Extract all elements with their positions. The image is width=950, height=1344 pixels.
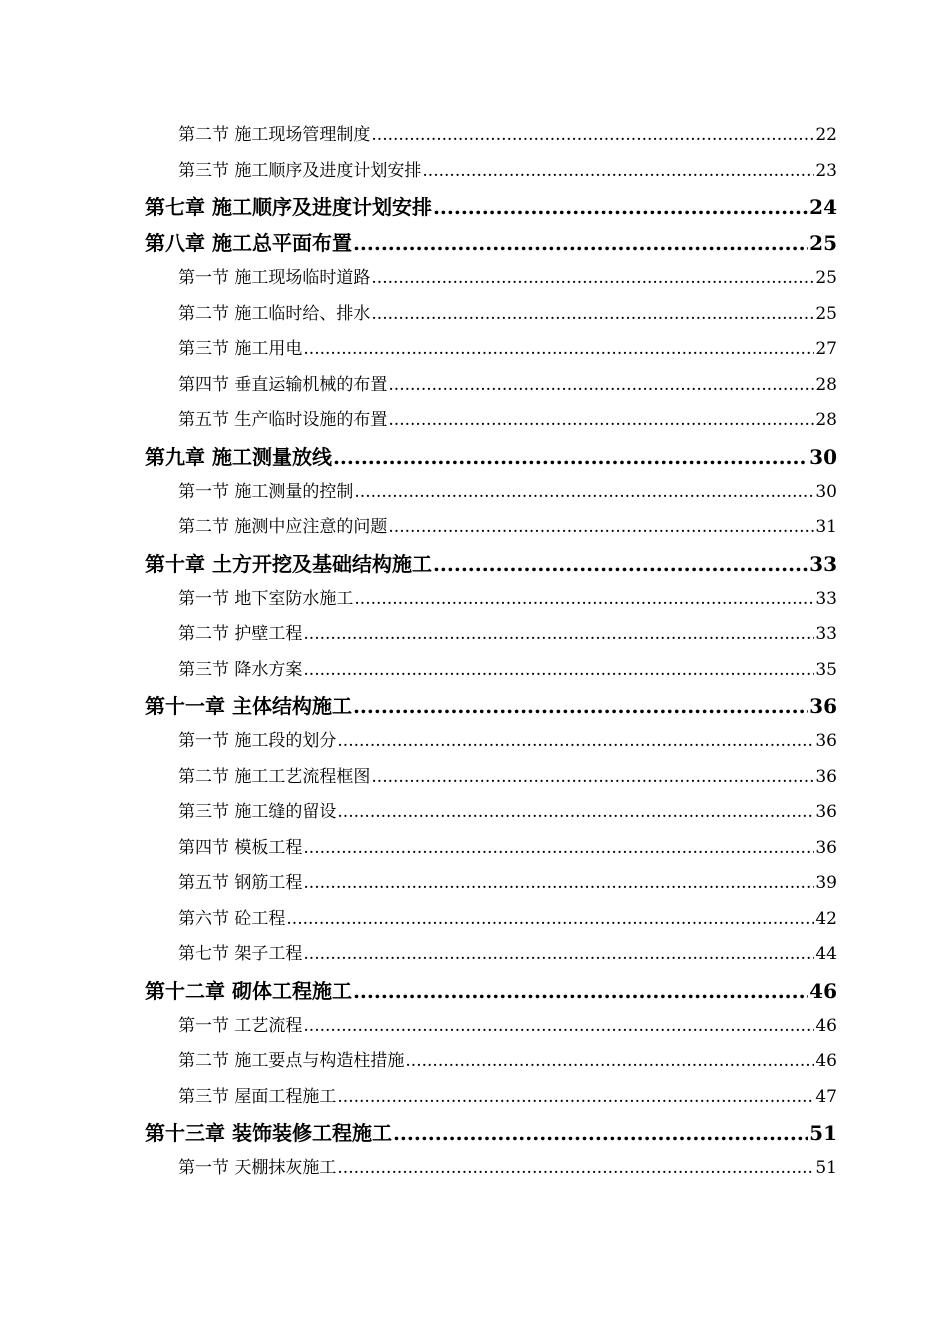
toc-entry-page-number: 22 <box>815 125 837 145</box>
toc-section-entry[interactable] <box>145 1080 837 1116</box>
toc-section-entry[interactable] <box>145 902 837 938</box>
toc-entry-page-number: 42 <box>815 908 837 929</box>
toc-entry-title: 第十二章 砌体工程施工 <box>145 978 352 1003</box>
dot-leader <box>433 189 808 225</box>
toc-entry-title: 第十一章 主体结构施工 <box>145 694 352 718</box>
toc-entry-title: 第十三章 装饰装修工程施工 <box>145 1121 392 1145</box>
dot-leader <box>422 154 814 190</box>
toc-entry-page-number: 30 <box>815 481 837 502</box>
toc-section-entry[interactable] <box>145 831 837 867</box>
toc-chapter-entry[interactable] <box>145 546 837 582</box>
toc-entry-title: 第二节 施工要点与构造柱措施 <box>178 1051 405 1071</box>
dot-leader <box>303 831 814 867</box>
dot-leader <box>371 261 814 297</box>
toc-entry-title: 第七节 架子工程 <box>178 944 303 964</box>
toc-entry-title: 第二节 护壁工程 <box>178 624 303 644</box>
dot-leader <box>333 439 808 475</box>
toc-entry-page-number: 36 <box>815 731 837 751</box>
toc-entry-page-number: 51 <box>815 1158 837 1178</box>
toc-section-entry[interactable] <box>145 332 837 368</box>
toc-entry-page-number: 46 <box>815 1051 837 1071</box>
toc-entry-title: 第四节 垂直运输机械的布置 <box>178 374 388 395</box>
toc-section-entry[interactable] <box>145 403 837 439</box>
toc-section-entry[interactable] <box>145 475 837 511</box>
toc-entry-page-number: 47 <box>815 1086 837 1107</box>
dot-leader <box>433 546 808 582</box>
toc-entry-page-number: 28 <box>815 410 837 430</box>
table-of-contents <box>145 118 837 1187</box>
toc-entry-page-number: 36 <box>815 837 837 858</box>
dot-leader <box>303 866 814 902</box>
toc-entry-page-number: 46 <box>809 978 837 1003</box>
dot-leader <box>388 368 814 404</box>
toc-entry-title: 第一节 地下室防水施工 <box>178 588 354 609</box>
toc-entry-title: 第二节 施测中应注意的问题 <box>178 517 388 537</box>
toc-entry-title: 第一节 施工段的划分 <box>178 731 337 751</box>
toc-entry-page-number: 51 <box>809 1121 837 1145</box>
toc-entry-page-number: 33 <box>815 624 837 644</box>
toc-entry-page-number: 31 <box>815 517 837 537</box>
dot-leader <box>354 475 814 511</box>
toc-entry-title: 第一节 天棚抹灰施工 <box>178 1158 337 1178</box>
toc-entry-page-number: 23 <box>815 160 837 181</box>
toc-entry-title: 第三节 降水方案 <box>178 659 303 680</box>
toc-chapter-entry[interactable] <box>145 189 837 225</box>
toc-entry-title: 第二节 施工现场管理制度 <box>178 125 371 145</box>
dot-leader <box>353 225 808 261</box>
toc-entry-page-number: 25 <box>815 303 837 324</box>
toc-entry-page-number: 36 <box>809 694 837 718</box>
toc-entry-title: 第九章 施工测量放线 <box>145 444 332 469</box>
toc-entry-title: 第二节 施工工艺流程框图 <box>178 766 371 787</box>
dot-leader <box>303 1009 814 1045</box>
toc-section-entry[interactable] <box>145 1044 837 1080</box>
toc-section-entry[interactable] <box>145 724 837 760</box>
dot-leader <box>388 403 814 439</box>
toc-entry-title: 第五节 生产临时设施的布置 <box>178 410 388 430</box>
toc-entry-page-number: 33 <box>809 551 837 576</box>
toc-entry-title: 第三节 屋面工程施工 <box>178 1086 337 1107</box>
toc-section-entry[interactable] <box>145 582 837 618</box>
toc-section-entry[interactable] <box>145 937 837 973</box>
toc-chapter-entry[interactable] <box>145 1115 837 1151</box>
toc-entry-title: 第六节 砼工程 <box>178 908 286 929</box>
toc-section-entry[interactable] <box>145 368 837 404</box>
toc-entry-title: 第三节 施工用电 <box>178 339 303 359</box>
toc-entry-page-number: 44 <box>815 944 837 964</box>
dot-leader <box>286 902 814 938</box>
toc-section-entry[interactable] <box>145 510 837 546</box>
dot-leader <box>303 653 814 689</box>
dot-leader <box>353 688 808 724</box>
toc-entry-title: 第一节 施工现场临时道路 <box>178 268 371 288</box>
dot-leader <box>371 118 814 154</box>
toc-section-entry[interactable] <box>145 297 837 333</box>
toc-entry-page-number: 35 <box>815 659 837 680</box>
dot-leader <box>303 937 814 973</box>
toc-chapter-entry[interactable] <box>145 439 837 475</box>
toc-entry-title: 第四节 模板工程 <box>178 837 303 858</box>
toc-entry-title: 第一节 施工测量的控制 <box>178 481 354 502</box>
toc-chapter-entry[interactable] <box>145 225 837 261</box>
dot-leader <box>337 1080 814 1116</box>
toc-entry-page-number: 25 <box>815 268 837 288</box>
dot-leader <box>353 973 808 1009</box>
toc-entry-title: 第三节 施工缝的留设 <box>178 802 337 822</box>
toc-entry-title: 第二节 施工临时给、排水 <box>178 303 371 324</box>
dot-leader <box>337 724 814 760</box>
toc-entry-title: 第五节 钢筋工程 <box>178 873 303 893</box>
toc-entry-page-number: 24 <box>809 195 837 219</box>
toc-entry-page-number: 36 <box>815 802 837 822</box>
toc-section-entry[interactable] <box>145 617 837 653</box>
toc-entry-page-number: 39 <box>815 873 837 893</box>
toc-section-entry[interactable] <box>145 154 837 190</box>
toc-section-entry[interactable] <box>145 653 837 689</box>
toc-section-entry[interactable] <box>145 1151 837 1187</box>
toc-entry-page-number: 27 <box>815 339 837 359</box>
toc-section-entry[interactable] <box>145 795 837 831</box>
toc-entry-page-number: 28 <box>815 374 837 395</box>
toc-entry-page-number: 30 <box>809 444 837 469</box>
toc-section-entry[interactable] <box>145 760 837 796</box>
toc-chapter-entry[interactable] <box>145 688 837 724</box>
toc-section-entry[interactable] <box>145 866 837 902</box>
toc-entry-title: 第三节 施工顺序及进度计划安排 <box>178 160 422 181</box>
dot-leader <box>393 1115 808 1151</box>
toc-section-entry[interactable] <box>145 118 837 154</box>
toc-section-entry[interactable] <box>145 1009 837 1045</box>
dot-leader <box>337 1151 814 1187</box>
toc-chapter-entry[interactable] <box>145 973 837 1009</box>
toc-entry-title: 第七章 施工顺序及进度计划安排 <box>145 195 432 219</box>
dot-leader <box>388 510 814 546</box>
toc-entry-title: 第十章 土方开挖及基础结构施工 <box>145 551 432 576</box>
toc-entry-page-number: 25 <box>809 231 837 255</box>
toc-entry-page-number: 36 <box>815 766 837 787</box>
toc-entry-page-number: 33 <box>815 588 837 609</box>
dot-leader <box>371 760 814 796</box>
dot-leader <box>371 297 814 333</box>
dot-leader <box>303 332 814 368</box>
toc-section-entry[interactable] <box>145 261 837 297</box>
toc-entry-title: 第一节 工艺流程 <box>178 1015 303 1036</box>
toc-entry-page-number: 46 <box>815 1015 837 1036</box>
dot-leader <box>405 1044 814 1080</box>
dot-leader <box>337 795 814 831</box>
dot-leader <box>303 617 814 653</box>
dot-leader <box>354 582 814 618</box>
toc-entry-title: 第八章 施工总平面布置 <box>145 231 352 255</box>
